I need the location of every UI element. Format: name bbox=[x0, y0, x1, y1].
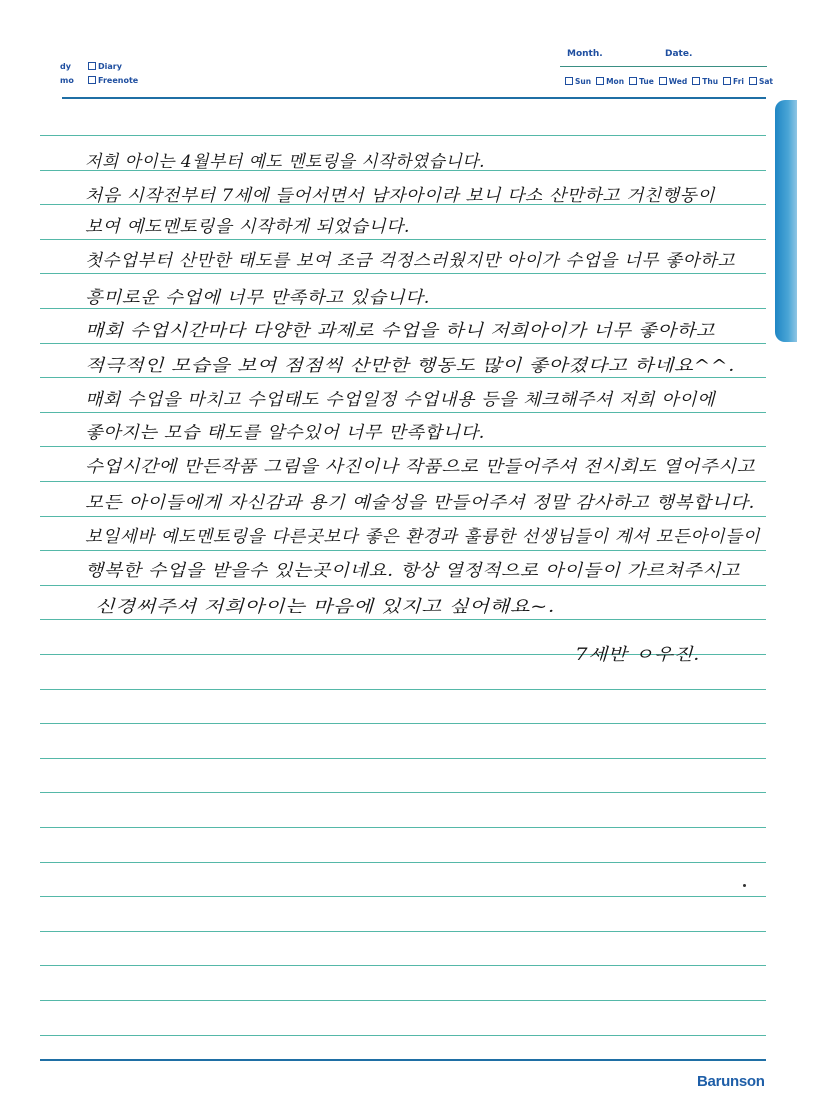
letter-line: 매회 수업을 마치고 수업태도 수업일정 수업내용 등을 체크해주셔 저희 아이에 bbox=[85, 390, 715, 410]
checkbox-icon bbox=[88, 62, 96, 70]
ruled-line bbox=[40, 273, 766, 274]
ruled-line bbox=[40, 689, 766, 690]
day-fri[interactable]: Fri bbox=[723, 77, 744, 86]
letter-line: 매회 수업시간마다 다양한 과제로 수업을 하니 저희아이가 너무 좋아하고 bbox=[85, 321, 715, 341]
page-type-options bbox=[60, 60, 138, 88]
letter-line: 적극적인 모습을 보여 점점씩 산만한 행동도 많이 좋아졌다고 하네요^^. bbox=[85, 356, 735, 376]
day-mon[interactable]: Mon bbox=[596, 77, 624, 86]
ruled-line bbox=[40, 516, 766, 517]
ruled-line bbox=[40, 308, 766, 309]
ruled-line bbox=[40, 446, 766, 447]
checkbox-icon bbox=[749, 77, 757, 85]
letter-line: 보여 예도멘토링을 시작하게 되었습니다. bbox=[85, 217, 410, 237]
top-rule bbox=[62, 97, 766, 99]
checkbox-icon bbox=[659, 77, 667, 85]
letter-line: 첫수업부터 산만한 태도를 보여 조금 걱정스러웠지만 아이가 수업을 너무 좋아하고 bbox=[85, 251, 735, 271]
ruled-line bbox=[40, 343, 766, 344]
ruled-line bbox=[40, 412, 766, 413]
weekday-checkboxes bbox=[565, 77, 773, 86]
letter-line: 저희 아이는 4월부터 예도 멘토링을 시작하였습니다. bbox=[85, 152, 485, 172]
ruled-line bbox=[40, 377, 766, 378]
ruled-line bbox=[40, 239, 766, 240]
month-date-underline bbox=[560, 66, 767, 67]
ruled-line bbox=[40, 135, 766, 136]
ruled-line bbox=[40, 827, 766, 828]
letter-line: 흥미로운 수업에 너무 만족하고 있습니다. bbox=[85, 288, 430, 308]
ruled-line bbox=[40, 481, 766, 482]
letter-line: 수업시간에 만든작품 그림을 사진이나 작품으로 만들어주셔 전시회도 열어주시고 bbox=[85, 457, 755, 477]
partial-label-1: dy bbox=[60, 62, 71, 71]
ruled-line bbox=[40, 896, 766, 897]
option-freenote[interactable]: Freenote bbox=[88, 74, 138, 88]
letter-line: 신경써주셔 저희아이는 마음에 있지고 싶어해요~. bbox=[95, 597, 555, 617]
ruled-line bbox=[40, 1000, 766, 1001]
partial-label-2: mo bbox=[60, 76, 74, 85]
ink-dot bbox=[743, 884, 746, 887]
page-edge-tab bbox=[775, 100, 797, 342]
ruled-line bbox=[40, 931, 766, 932]
letter-line: 좋아지는 모습 태도를 알수있어 너무 만족합니다. bbox=[85, 423, 485, 443]
checkbox-icon bbox=[565, 77, 573, 85]
letter-line: 행복한 수업을 받을수 있는곳이네요. 항상 열정적으로 아이들이 가르쳐주시고 bbox=[85, 561, 740, 581]
month-label: Month. bbox=[567, 49, 603, 59]
signature: 7세반 ㅇ우진. bbox=[575, 645, 700, 665]
ruled-line bbox=[40, 550, 766, 551]
ruled-line bbox=[40, 1035, 766, 1036]
date-label: Date. bbox=[665, 49, 693, 59]
day-thu[interactable]: Thu bbox=[692, 77, 718, 86]
ruled-line bbox=[40, 862, 766, 863]
ruled-line bbox=[40, 758, 766, 759]
option-diary[interactable]: Diary bbox=[88, 60, 122, 74]
ruled-line bbox=[40, 792, 766, 793]
day-sat[interactable]: Sat bbox=[749, 77, 773, 86]
ruled-line bbox=[40, 965, 766, 966]
ruled-line bbox=[40, 723, 766, 724]
bottom-rule bbox=[40, 1059, 766, 1061]
letter-line: 처음 시작전부터 7세에 들어서면서 남자아이라 보니 다소 산만하고 거친행동이 bbox=[85, 186, 715, 206]
day-wed[interactable]: Wed bbox=[659, 77, 687, 86]
day-tue[interactable]: Tue bbox=[629, 77, 654, 86]
ruled-line bbox=[40, 585, 766, 586]
letter-line: 모든 아이들에게 자신감과 용기 예술성을 만들어주셔 정말 감사하고 행복합니다. bbox=[85, 493, 756, 513]
checkbox-icon bbox=[692, 77, 700, 85]
brand-logo: Barunson bbox=[697, 1073, 765, 1090]
checkbox-icon bbox=[596, 77, 604, 85]
ruled-line bbox=[40, 619, 766, 620]
checkbox-icon bbox=[723, 77, 731, 85]
checkbox-icon bbox=[629, 77, 637, 85]
day-sun[interactable]: Sun bbox=[565, 77, 591, 86]
checkbox-icon bbox=[88, 76, 96, 84]
letter-line: 보일세바 예도멘토링을 다른곳보다 좋은 환경과 훌륭한 선생님들이 계셔 모든아이들이 bbox=[85, 527, 760, 547]
